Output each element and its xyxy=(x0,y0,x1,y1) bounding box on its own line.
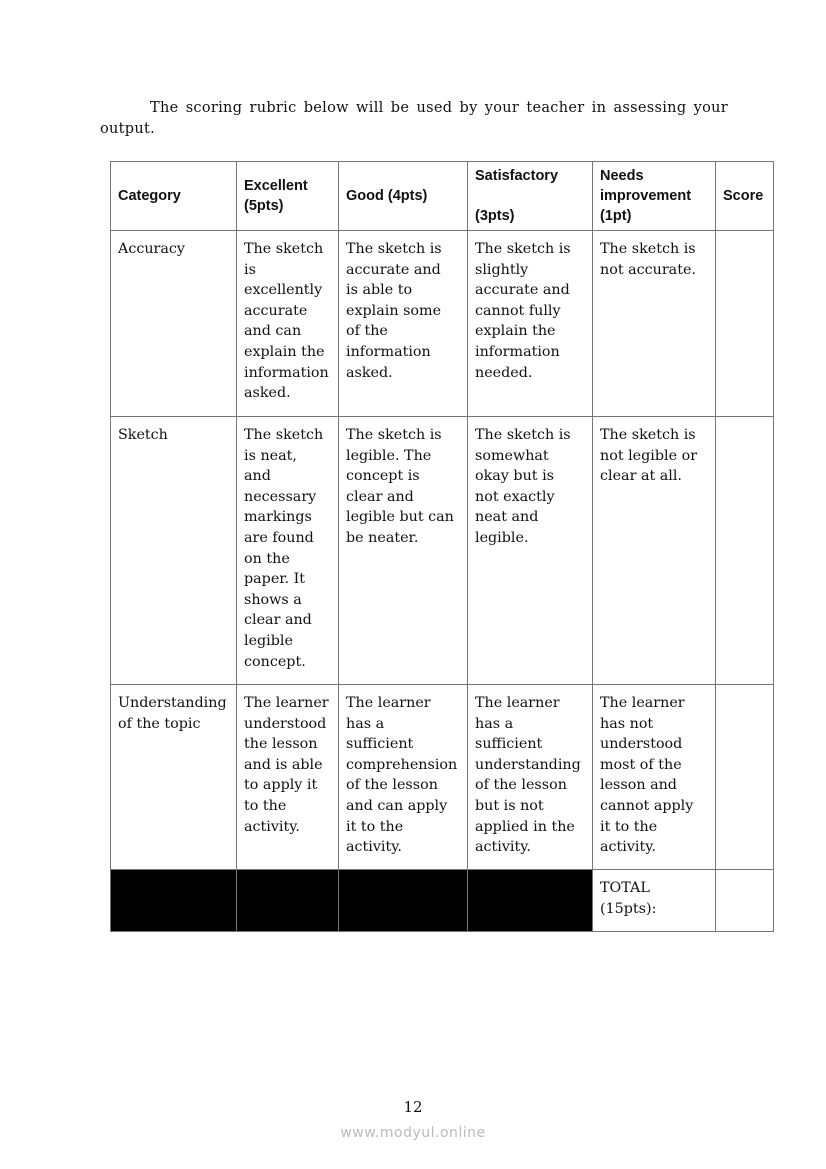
score-cell[interactable] xyxy=(716,417,774,685)
cell-line: (1pt) xyxy=(600,208,632,224)
cell-line: and is able xyxy=(244,756,323,773)
cell-line: (3pts) xyxy=(475,208,515,224)
cell-line: accurate xyxy=(244,302,308,319)
rubric-cell xyxy=(237,685,339,870)
cell-line: The learner xyxy=(475,695,560,711)
total-score-cell[interactable] xyxy=(716,870,774,932)
cell-line: to apply it xyxy=(244,777,318,794)
cell-line: legible. The xyxy=(346,447,432,464)
cell-line: asked. xyxy=(346,364,393,381)
cell-line: understood xyxy=(244,715,327,732)
cell-line: of the lesson xyxy=(346,777,438,794)
cell-line: paper. It xyxy=(244,571,306,588)
cell-line: activity. xyxy=(244,818,300,835)
cell-line: improvement xyxy=(600,188,692,204)
cell-line: most of the xyxy=(600,756,682,773)
cell-line: needed. xyxy=(475,364,533,381)
cell-line: it to the xyxy=(600,818,658,835)
rubric-cell xyxy=(593,417,716,685)
cell-line: shows a xyxy=(244,591,302,608)
cell-line: activity. xyxy=(346,839,402,856)
column-header xyxy=(237,162,339,231)
cell-line: activity. xyxy=(475,839,531,856)
score-cell[interactable] xyxy=(716,231,774,417)
column-header xyxy=(468,162,593,231)
cell-line: understanding xyxy=(475,756,581,773)
cell-line: is able to xyxy=(346,282,413,299)
cell-line: understood xyxy=(600,736,683,753)
blacked-out-cell xyxy=(111,870,237,932)
cell-line: Good (4pts) xyxy=(346,188,428,204)
cell-line: okay but is xyxy=(475,468,554,485)
blacked-out-cell xyxy=(237,870,339,932)
watermark: www.modyul.online xyxy=(340,1125,486,1141)
cell-line: necessary xyxy=(244,488,317,505)
table-row xyxy=(111,417,774,685)
cell-line: it to the xyxy=(346,818,404,835)
cell-line: not legible or xyxy=(600,447,698,464)
cell-line: has a xyxy=(346,715,385,732)
cell-line: Sketch xyxy=(118,427,168,443)
rubric-cell xyxy=(111,685,237,870)
scoring-rubric-table xyxy=(110,161,774,932)
cell-line: to the xyxy=(244,797,287,814)
column-header xyxy=(111,162,237,231)
cell-line: sufficient xyxy=(475,736,543,753)
cell-line: neat and xyxy=(475,509,539,526)
cell-line: accurate and xyxy=(346,261,441,278)
column-header xyxy=(593,162,716,231)
cell-line: not accurate. xyxy=(600,261,696,278)
cell-line: and xyxy=(244,468,271,485)
cell-line: accurate and xyxy=(475,282,570,299)
cell-line: legible xyxy=(244,632,293,649)
cell-line: has not xyxy=(600,715,654,732)
cell-line: Excellent xyxy=(244,178,308,194)
rubric-cell xyxy=(593,231,716,417)
cell-line: The sketch xyxy=(244,241,324,257)
cell-line: The sketch is xyxy=(346,427,442,443)
cell-line: excellently xyxy=(244,282,323,299)
cell-line: of the xyxy=(346,323,388,340)
cell-line: explain the xyxy=(244,343,325,360)
intro-text: The scoring rubric below will be used by your teacher in assessing your output. xyxy=(100,100,728,137)
cell-line: clear and xyxy=(244,612,312,629)
rubric-cell xyxy=(339,417,468,685)
cell-line: The sketch is xyxy=(600,241,696,257)
cell-line: activity. xyxy=(600,839,656,856)
rubric-cell xyxy=(111,417,237,685)
rubric-cell xyxy=(593,685,716,870)
column-header xyxy=(339,162,468,231)
cell-line: The sketch is xyxy=(600,427,696,443)
total-label xyxy=(593,870,716,932)
cell-line: TOTAL xyxy=(600,880,650,896)
cell-line: The sketch xyxy=(244,427,324,443)
table-row xyxy=(111,685,774,870)
cell-line: slightly xyxy=(475,261,529,278)
cell-line: concept. xyxy=(244,653,306,670)
cell-line: sufficient xyxy=(346,736,414,753)
rubric-cell xyxy=(468,231,593,417)
cell-line: concept is xyxy=(346,468,420,485)
rubric-cell xyxy=(339,231,468,417)
cell-line: (15pts): xyxy=(600,900,657,917)
cell-line: Score xyxy=(723,188,764,204)
cell-line: (5pts) xyxy=(244,198,284,214)
page-number: 12 xyxy=(403,1098,423,1116)
cell-line: but is not xyxy=(475,797,544,814)
cell-line: information xyxy=(346,343,431,360)
cell-line: explain the xyxy=(475,323,556,340)
cell-line: not exactly xyxy=(475,488,555,505)
cell-line: information xyxy=(244,364,329,381)
cell-line: is neat, xyxy=(244,447,297,464)
cell-line: clear and xyxy=(346,488,414,505)
cell-line: is xyxy=(244,261,256,278)
rubric-cell xyxy=(111,231,237,417)
rubric-cell xyxy=(237,417,339,685)
cell-line: the lesson xyxy=(244,736,318,753)
rubric-cell xyxy=(237,231,339,417)
cell-line: The learner xyxy=(600,695,685,711)
cell-line: applied in the xyxy=(475,818,575,835)
cell-line: legible. xyxy=(475,529,529,546)
cell-line: The sketch is xyxy=(346,241,442,257)
blacked-out-cell xyxy=(468,870,593,932)
cell-line: The learner xyxy=(346,695,431,711)
cell-line: legible but can xyxy=(346,509,454,526)
cell-line: and can xyxy=(244,323,302,340)
cell-line: Accuracy xyxy=(118,241,185,257)
cell-line: comprehension xyxy=(346,756,458,773)
cell-line: markings xyxy=(244,509,312,526)
table-row xyxy=(111,231,774,417)
cell-line: The learner xyxy=(244,695,329,711)
header-row xyxy=(111,162,774,231)
cell-line: asked. xyxy=(244,385,291,402)
cell-line: be neater. xyxy=(346,529,419,546)
cell-line: are found xyxy=(244,529,314,546)
cell-line: The sketch is xyxy=(475,241,571,257)
column-header xyxy=(716,162,774,231)
total-row xyxy=(111,870,774,932)
cell-line: and can apply xyxy=(346,797,448,814)
blacked-out-cell xyxy=(339,870,468,932)
rubric-cell xyxy=(339,685,468,870)
cell-line: cannot apply xyxy=(600,797,694,814)
cell-line: cannot fully xyxy=(475,302,561,319)
cell-line: Needs xyxy=(600,168,644,184)
cell-line: The sketch is xyxy=(475,427,571,443)
cell-line: information xyxy=(475,343,560,360)
cell-line: Category xyxy=(118,188,181,204)
cell-line: lesson and xyxy=(600,777,677,794)
cell-line: on the xyxy=(244,550,290,567)
cell-line: clear at all. xyxy=(600,468,682,485)
cell-line: of the topic xyxy=(118,715,201,732)
cell-line: of the lesson xyxy=(475,777,567,794)
score-cell[interactable] xyxy=(716,685,774,870)
rubric-cell xyxy=(468,417,593,685)
cell-line: somewhat xyxy=(475,447,549,464)
cell-line: has a xyxy=(475,715,514,732)
rubric-cell xyxy=(468,685,593,870)
cell-line: explain some xyxy=(346,302,442,319)
cell-line: Understanding xyxy=(118,695,227,711)
cell-line xyxy=(475,186,585,206)
cell-line: Satisfactory xyxy=(475,168,559,184)
